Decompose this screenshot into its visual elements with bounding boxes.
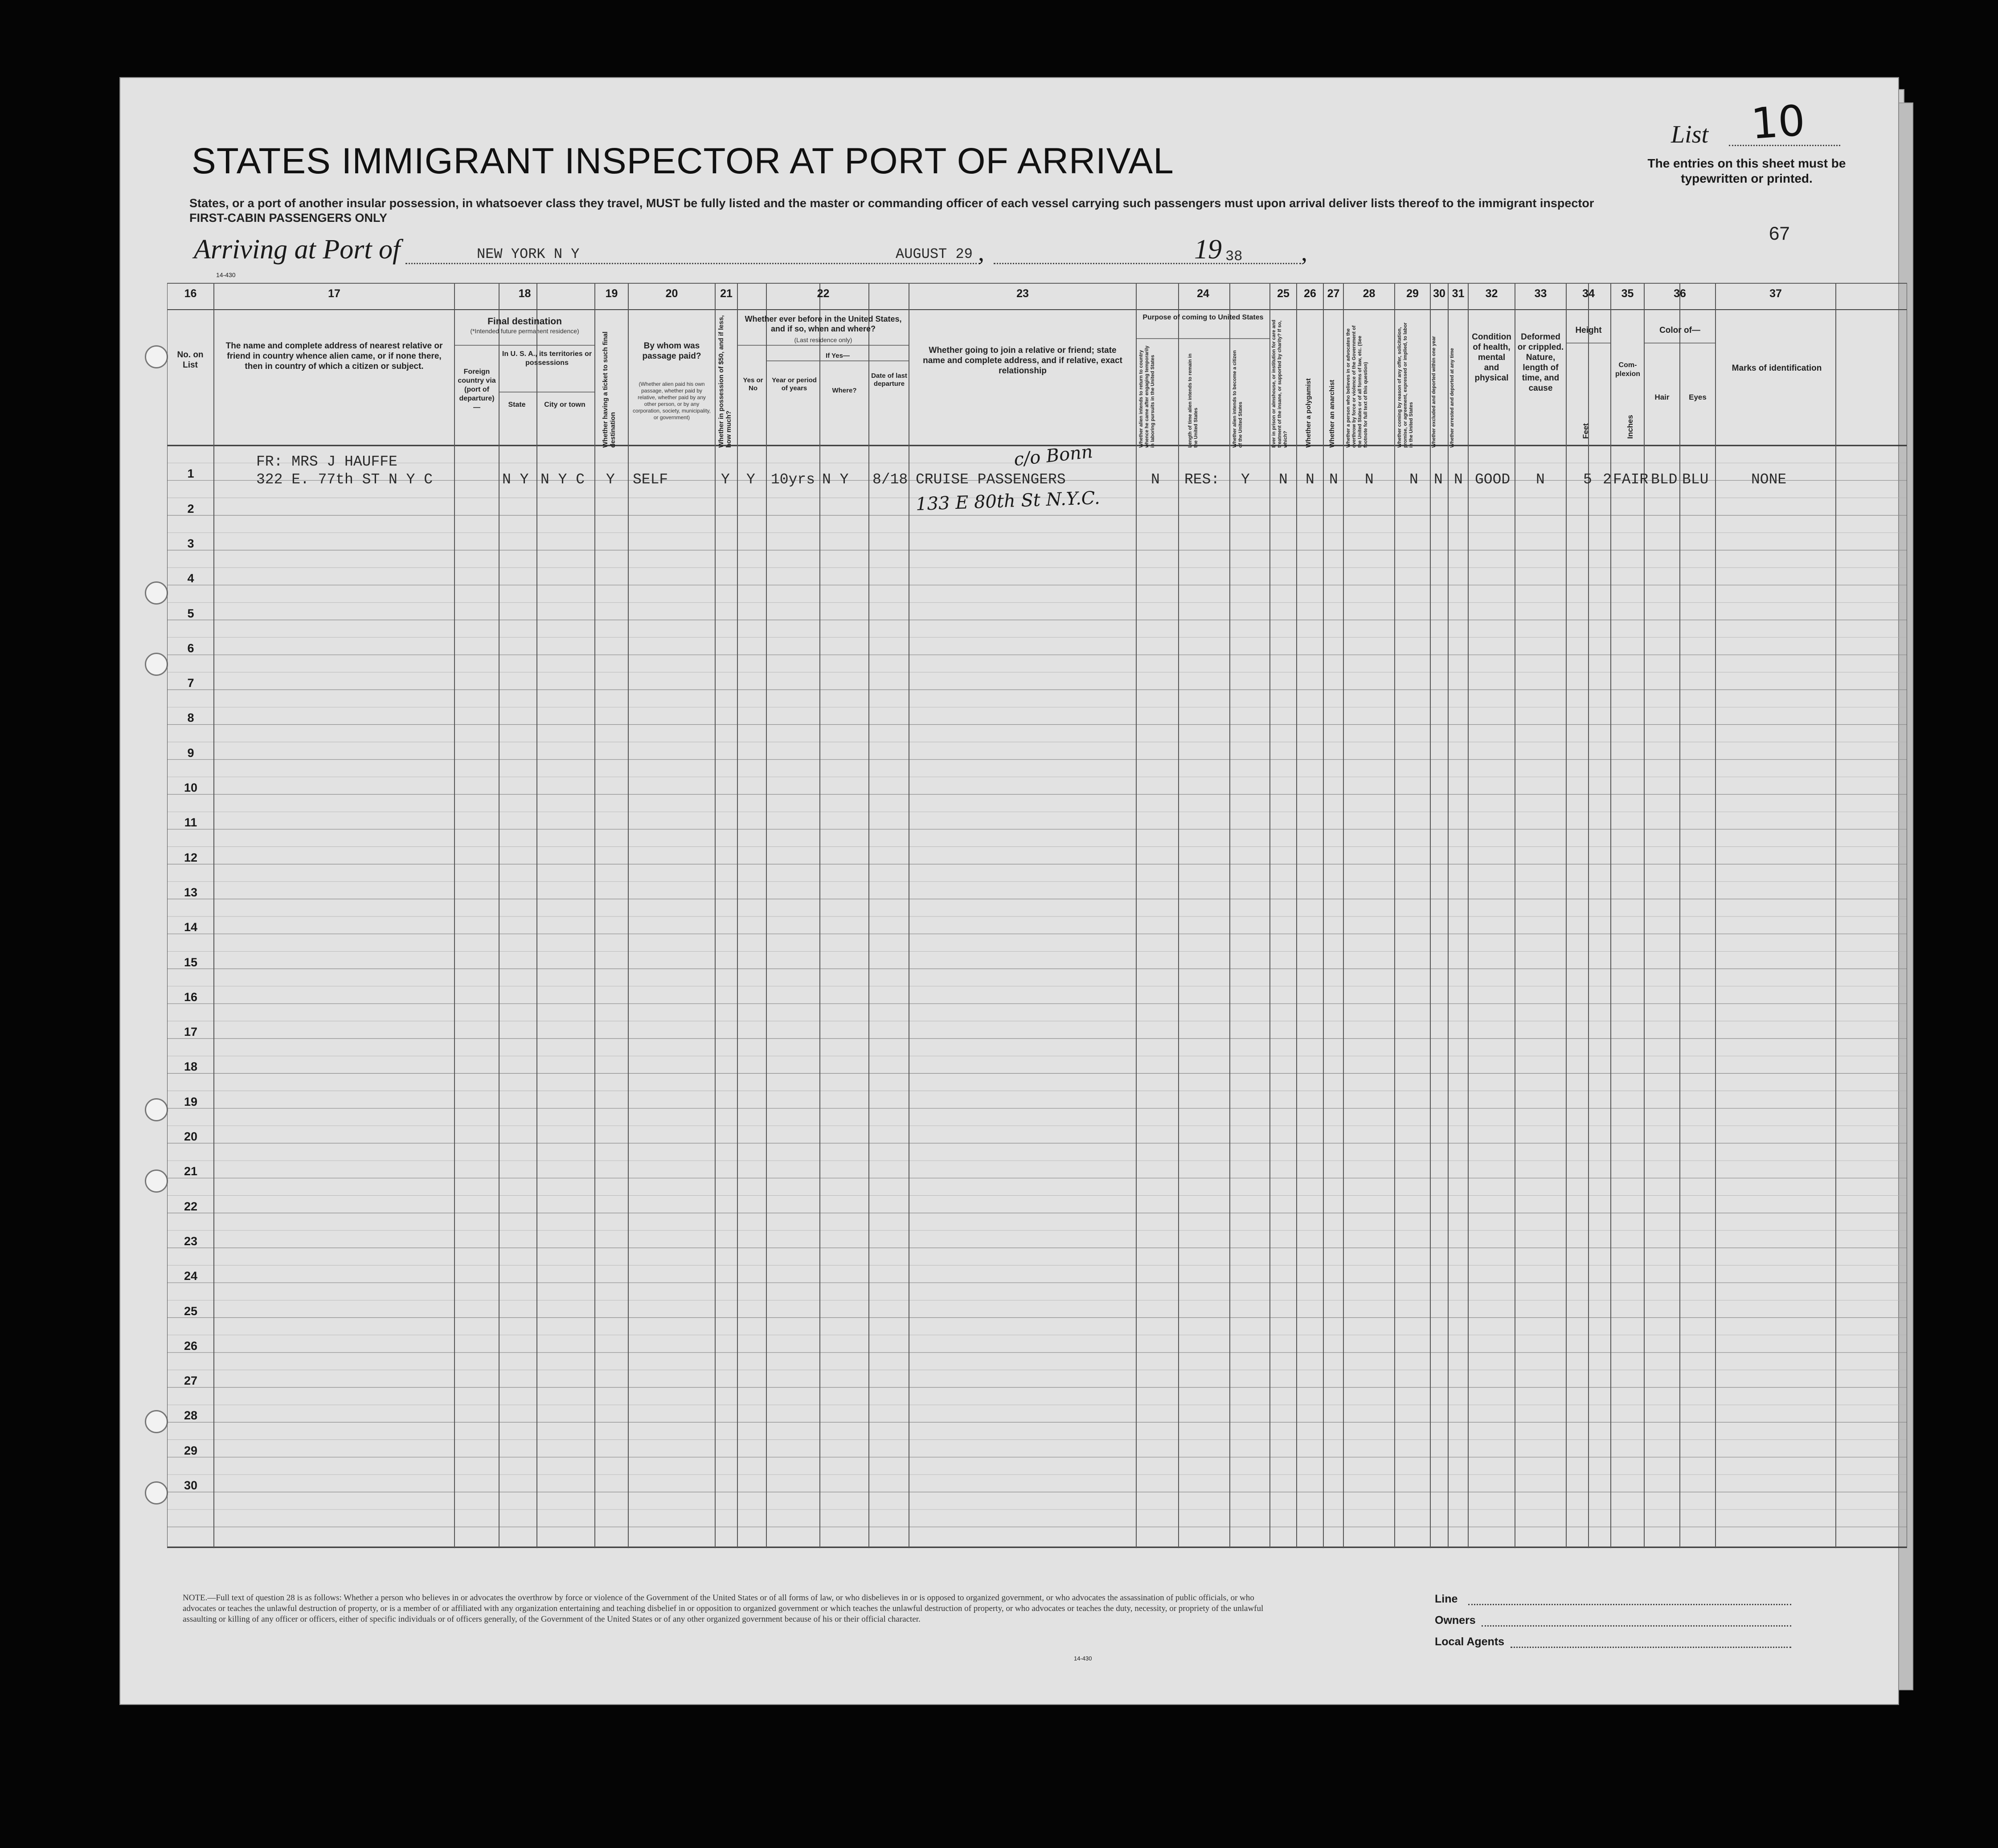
header-health: Condition of health, mental and physical	[1472, 332, 1511, 383]
entry-ticket: Y	[606, 471, 615, 488]
row-number: 6	[187, 641, 194, 655]
comma: ,	[978, 239, 984, 266]
row-number: 13	[184, 885, 198, 899]
header-excluded: Whether excluded and deported within one year	[1431, 336, 1437, 448]
entry-purpose-citizen: Y	[1241, 471, 1250, 488]
entry-purpose-return: N	[1151, 471, 1160, 488]
header-polygamist: Whether a polygamist	[1305, 378, 1312, 448]
header-color-of: Color of—	[1659, 326, 1700, 335]
line-label: Line	[1435, 1593, 1458, 1605]
punch-hole	[145, 653, 168, 676]
entry-paid-by: SELF	[633, 471, 668, 488]
row-number: 15	[184, 955, 198, 969]
header-where: Where?	[832, 387, 857, 394]
date-value: AUGUST 29	[896, 246, 973, 262]
owners-field	[1482, 1625, 1791, 1627]
column-number: 33	[1534, 287, 1547, 300]
row-number: 14	[184, 920, 198, 934]
column-number: 34	[1582, 287, 1595, 300]
header-final-destination-note: (*Intended future permanent residence)	[470, 327, 579, 335]
entry-where: N Y	[822, 471, 849, 488]
column-number: 16	[184, 287, 197, 300]
header-deformed: Deformed or crippled. Nature, length of time, and cause	[1517, 332, 1564, 393]
row-number: 4	[187, 572, 194, 585]
entry-complexion: FAIR	[1613, 471, 1649, 488]
entry-purpose-length: RES:	[1184, 471, 1220, 488]
manifest-grid	[167, 283, 1907, 1548]
column-number: 36	[1674, 287, 1686, 300]
entry-prison: N	[1279, 471, 1288, 488]
manifest-sheet	[120, 78, 1898, 1704]
column-number: 18	[518, 287, 531, 300]
row-number: 27	[184, 1374, 198, 1388]
entry-relative-line2: 322 E. 77th ST N Y C	[256, 471, 433, 488]
entry-overthrow: N	[1365, 471, 1374, 488]
local-agents-field	[1511, 1647, 1791, 1648]
header-prison: Ever in prison or almshouse, or institution for care and treatment of the insane, or supported by charity? If so, which?	[1271, 319, 1288, 448]
entry-health: GOOD	[1475, 471, 1511, 488]
row-number: 7	[187, 676, 194, 690]
header-fifty-dollars: Whether in possession of $50, and if less, how much?	[717, 315, 733, 448]
entry-joining-handwritten-2: 133 E 80th St N.Y.C.	[915, 487, 1101, 515]
local-agents-label: Local Agents	[1435, 1635, 1505, 1648]
header-year-period: Year or period of years	[772, 376, 817, 392]
row-number: 28	[184, 1409, 198, 1423]
punch-hole	[145, 1169, 168, 1193]
header-ever-before: Whether ever before in the United States, and if so, when and where?	[745, 315, 902, 333]
header-passage-paid: By whom was passage paid?	[642, 341, 701, 361]
footnote: NOTE.—Full text of question 28 is as follows: Whether a person who believes in or advocates the overthrow by force or violence of the Government of the United States or of all forms of law, or who disbelieves in or is opposed to organized government, or who advocates the assassination of public officials, or who advocates or teaches the unlawful destruction of property, or is a member of or affiliated with any organization entertaining and teaching disbelief in or opposition to organized government or which teaches the unlawful destruction of property, or who advocates or teaches the duty, necessity, or propriety of the unlawful assaulting or killing of any officer or officers, either of specific individuals or of officers generally, of the Government of the United States or of any other organized government because of his or their official character.	[183, 1593, 1264, 1624]
column-number: 23	[1016, 287, 1029, 300]
column-number: 35	[1621, 287, 1634, 300]
column-number: 24	[1197, 287, 1209, 300]
header-yes-no: Yes or No	[743, 376, 763, 392]
header-ticket: Whether having a ticket to such final destination	[602, 331, 617, 448]
header-state: State	[508, 401, 526, 409]
header-deported: Whether arrested and deported at any time	[1449, 348, 1455, 448]
entry-hair: BLD	[1651, 471, 1678, 488]
header-city: City or town	[544, 401, 585, 409]
form-title: STATES IMMIGRANT INSPECTOR AT PORT OF ARRIVAL	[192, 141, 1174, 181]
row-number: 2	[187, 502, 194, 515]
row-number: 9	[187, 746, 194, 760]
row-number: 16	[184, 990, 198, 1004]
year-suffix: 38	[1225, 248, 1243, 265]
header-complexion: Com-plexion	[1615, 361, 1640, 378]
header-passage-note: (Whether alien paid his own passage, whether paid by relative, whether paid by any other person, or by any corporation, society, municipality, or government)	[633, 381, 711, 421]
row-number: 25	[184, 1304, 198, 1318]
header-foreign-country: Foreign country via (port of departure)—	[458, 368, 496, 411]
column-number: 30	[1433, 287, 1445, 300]
header-anarchist: Whether an anarchist	[1328, 380, 1336, 448]
entry-money: Y	[721, 471, 730, 488]
list-note: The entries on this sheet must be typewritten or printed.	[1647, 156, 1846, 185]
header-if-yes: If Yes—	[826, 352, 850, 360]
header-height: Height	[1575, 326, 1602, 335]
row-number: 12	[184, 850, 198, 864]
header-final-destination: Final destination	[487, 316, 562, 327]
column-number: 22	[817, 287, 830, 300]
row-number: 23	[184, 1234, 198, 1248]
line-field	[1468, 1604, 1791, 1605]
row-number: 29	[184, 1443, 198, 1457]
comma: ,	[1301, 239, 1307, 266]
column-number: 17	[328, 287, 340, 300]
entry-years: 10yrs	[771, 471, 815, 488]
entry-contract: N	[1409, 471, 1418, 488]
entry-eyes: BLU	[1682, 471, 1709, 488]
punch-hole	[145, 345, 168, 368]
header-purpose-citizen: Whether alien intends to become a citizen of the United States	[1232, 350, 1243, 448]
entry-relative-line1: FR: MRS J HAUFFE	[256, 454, 397, 470]
owners-label: Owners	[1435, 1614, 1476, 1627]
list-label: List	[1671, 121, 1709, 148]
header-overthrow: Whether a person who believes in or advocates the overthrow by force or violence of the Government of the United States or of all forms of law, etc. (See footnote for full text of this question)	[1346, 325, 1368, 448]
column-number: 31	[1452, 287, 1465, 300]
entry-feet: 5	[1583, 471, 1592, 488]
entry-joining-handwritten-1: c/o Bonn	[1013, 441, 1094, 470]
row-number: 22	[184, 1199, 198, 1213]
header-contract-labor: Whether coming by reason of any offer, solicitation, promise, or agreement, expressed or implied, to labor in the United States	[1397, 322, 1414, 448]
row-number: 11	[184, 816, 197, 830]
entry-date-departure: 8/18	[872, 471, 908, 488]
entry-city: N Y C	[540, 471, 585, 488]
entry-before-yes: Y	[746, 471, 755, 488]
entry-polygamist: N	[1306, 471, 1314, 488]
entry-inches: 2	[1603, 471, 1612, 488]
column-number: 27	[1327, 287, 1340, 300]
form-code: 14-430	[216, 271, 236, 278]
column-number: 37	[1769, 287, 1782, 300]
subtitle-line-2: FIRST-CABIN PASSENGERS ONLY	[189, 211, 388, 225]
punch-hole	[145, 1481, 168, 1505]
header-hair: Hair	[1654, 393, 1670, 401]
punch-hole	[145, 581, 168, 605]
port-value: NEW YORK N Y	[477, 246, 580, 262]
column-number: 21	[720, 287, 733, 300]
row-number: 5	[187, 606, 194, 620]
row-number: 19	[184, 1095, 198, 1108]
column-number: 26	[1304, 287, 1316, 300]
header-eyes: Eyes	[1689, 393, 1707, 401]
header-date-departure: Date of last departure	[871, 372, 907, 388]
entry-deported: N	[1454, 471, 1463, 488]
row-number: 20	[184, 1130, 198, 1143]
row-number: 21	[184, 1165, 198, 1178]
punch-hole	[145, 1410, 168, 1433]
arriving-label: Arriving at Port of	[194, 234, 401, 265]
header-purpose-return: Whether alien intends to return to country whence he came after engaging temporarily in laboring pursuits in the United States	[1138, 345, 1155, 448]
row-number: 3	[187, 536, 194, 550]
row-number: 1	[187, 467, 194, 481]
header-feet: Feet	[1581, 423, 1590, 439]
row-number: 24	[184, 1269, 198, 1283]
sheet-number: 67	[1769, 223, 1790, 244]
row-number: 30	[184, 1479, 198, 1492]
column-number: 19	[605, 287, 618, 300]
entry-anarchist: N	[1329, 471, 1338, 488]
column-number: 29	[1406, 287, 1419, 300]
list-number: 10	[1749, 96, 1807, 149]
column-number: 25	[1277, 287, 1290, 300]
header-joining: Whether going to join a relative or friend; state name and complete address, and if relative, exact relationship	[923, 346, 1122, 376]
year-prefix: 19	[1194, 234, 1222, 265]
column-number: 20	[665, 287, 678, 300]
row-number: 8	[187, 711, 194, 725]
entry-deformed: N	[1536, 471, 1545, 488]
header-in-usa: In U. S. A., its territories or possessions	[502, 350, 592, 367]
punch-hole	[145, 1098, 168, 1121]
entry-marks: NONE	[1751, 471, 1787, 488]
header-no-on-list: No. on List	[177, 350, 204, 370]
date-line	[994, 263, 1301, 264]
port-line	[405, 263, 980, 264]
column-number: 28	[1363, 287, 1376, 300]
row-number: 17	[184, 1025, 198, 1039]
header-inches: Inches	[1626, 415, 1634, 439]
row-number: 10	[184, 781, 198, 794]
entry-joining: CRUISE PASSENGERS	[916, 471, 1066, 488]
header-identification: Marks of identification	[1732, 364, 1822, 373]
row-number: 26	[184, 1339, 198, 1353]
entry-state: N Y	[502, 471, 529, 488]
header-purpose-length: Length of time alien intends to remain in the United States	[1187, 353, 1199, 448]
header-ever-before-note: (Last residence only)	[794, 336, 852, 343]
footnote-code: 14-430	[1074, 1655, 1092, 1662]
header-relative-address: The name and complete address of nearest relative or friend in country whence alien came, or if none there, then in country of which a citizen or subject.	[225, 341, 443, 371]
form-subtitle	[189, 196, 1660, 225]
entry-excluded: N	[1434, 471, 1443, 488]
row-number: 18	[184, 1060, 198, 1074]
subtitle-line-1: States, or a port of another insular possession, in whatsoever class they travel, MUST be fully listed and the master or commanding officer of each vessel carrying such passengers must upon arrival deliver lists thereof to the immigrant inspector	[189, 196, 1594, 210]
column-number: 32	[1485, 287, 1498, 300]
header-purpose: Purpose of coming to United States	[1142, 314, 1264, 321]
